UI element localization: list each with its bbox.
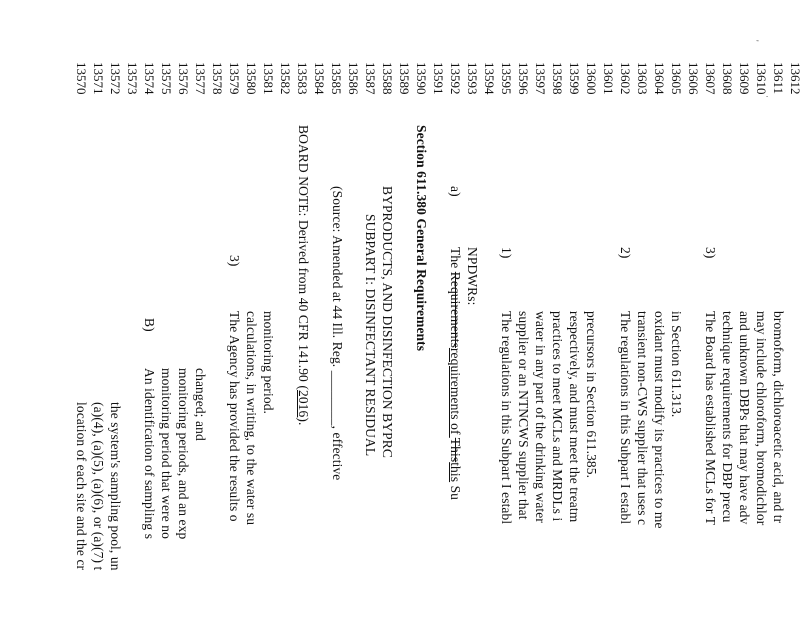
text-line: transient non-CWS supplier that uses c xyxy=(635,311,650,526)
line-number: 13610 xyxy=(754,62,769,95)
text-line: The Agency has provided the results o xyxy=(227,311,242,522)
line-number: 13581 xyxy=(261,62,276,95)
stray-mark: ' xyxy=(750,40,760,42)
line-number: 13584 xyxy=(312,62,327,95)
line-number: 13592 xyxy=(448,62,463,95)
line-number: 13594 xyxy=(482,62,497,95)
source-blank: ________ xyxy=(330,370,345,426)
source-note xyxy=(331,186,345,480)
text-line xyxy=(449,247,463,500)
list-label: 3) xyxy=(703,247,718,259)
inserted-text: this xyxy=(448,462,463,483)
line-number: 13600 xyxy=(584,62,599,95)
source-effective: , effective xyxy=(330,425,345,481)
text-line: the system's sampling pool, un xyxy=(108,402,123,571)
text-line: technique requirements for DBP precu xyxy=(720,311,735,523)
text-line: (a)(4), (a)(5), (a)(6), or (a)(7) t xyxy=(91,402,106,571)
section-heading xyxy=(415,125,429,351)
text-line: The regulations in this Subpart I establ xyxy=(499,311,514,525)
text-line: practices to meet MCLs and MRDLs i xyxy=(550,311,565,522)
inserted-text: requirements of xyxy=(448,347,463,438)
line-number: 13583 xyxy=(295,62,310,95)
text-line: The regulations in this Subpart I establ xyxy=(618,311,633,525)
line-number: 13585 xyxy=(329,62,344,95)
text-line: calculations, in writing, to the water su xyxy=(244,311,259,526)
section-number: Section 611.380 xyxy=(414,125,429,216)
board-note-text: BOARD NOTE: Derived from 40 CFR 141.90 ( xyxy=(296,125,311,390)
list-label: a) xyxy=(448,186,463,197)
line-number: 13612 xyxy=(788,62,803,95)
subpart-heading: SUBPART I: DISINFECTANT RESIDUAL xyxy=(363,214,378,457)
line-number: 13574 xyxy=(142,62,157,95)
line-number: 13609 xyxy=(737,62,752,95)
list-label: B) xyxy=(142,318,157,332)
line-number: 13596 xyxy=(516,62,531,95)
text-line: changed; and xyxy=(193,368,208,441)
line-number: 13586 xyxy=(346,62,361,95)
text-line: monitoring period. xyxy=(261,311,276,415)
line-number: 13606 xyxy=(686,62,701,95)
line-number: 13599 xyxy=(567,62,582,95)
board-note xyxy=(297,125,311,425)
line-number: 13607 xyxy=(703,62,718,95)
line-number: 13582 xyxy=(278,62,293,95)
line-number: 13603 xyxy=(635,62,650,95)
line-number: 13573 xyxy=(125,62,140,95)
line-number: 13591 xyxy=(431,62,446,95)
board-note-year: 2016 xyxy=(296,389,311,418)
line-number: 13595 xyxy=(499,62,514,95)
line-number: 13611 xyxy=(771,62,786,95)
text-line: respectively, and must meet the treatm xyxy=(567,311,582,523)
text-line: and unknown DBPs that may have adv xyxy=(737,311,752,525)
line-number: 13572 xyxy=(108,62,123,95)
line-number: 13605 xyxy=(669,62,684,95)
line-number: 13580 xyxy=(244,62,259,95)
stray-mark: · xyxy=(762,95,772,98)
line-number: 13597 xyxy=(533,62,548,95)
text-line: location of each site and the cr xyxy=(74,402,89,571)
line-number: 13577 xyxy=(193,62,208,95)
text-line: oxidant must modify its practices to me xyxy=(652,311,667,529)
line-number: 13575 xyxy=(159,62,174,95)
text-line: An identification of sampling s xyxy=(142,368,157,540)
line-number: 13604 xyxy=(652,62,667,95)
line-number: 13570 xyxy=(74,62,89,95)
deleted-text: Requirements xyxy=(448,271,463,348)
text-line: monitoring periods, and an exp xyxy=(176,368,191,540)
line-number: 13602 xyxy=(618,62,633,95)
line-number: 13587 xyxy=(363,62,378,95)
text-line: supplier or an NTNCWS supplier that xyxy=(516,311,531,520)
line-number: 13578 xyxy=(210,62,225,95)
subpart-heading: BYPRODUCTS, AND DISINFECTION BYPRC xyxy=(380,186,395,458)
span-tail: Su xyxy=(448,482,463,501)
section-title: General Requirements xyxy=(414,215,429,352)
line-number: 13589 xyxy=(397,62,412,95)
text-line: monitoring period that were no xyxy=(159,368,174,539)
line-number: 13601 xyxy=(601,62,616,95)
text-line: precursors in Section 611.385. xyxy=(584,311,599,479)
line-number: 13588 xyxy=(380,62,395,95)
text-line: bromoform, dichloroacetic acid, and tr xyxy=(771,311,786,524)
line-number: 13598 xyxy=(550,62,565,95)
line-number: 13579 xyxy=(227,62,242,95)
text-line: The Board has established MCLs for T xyxy=(703,311,718,526)
line-number: 13590 xyxy=(414,62,429,95)
text-line: NPDWRs: xyxy=(465,247,480,306)
list-label: 2) xyxy=(618,247,633,259)
span-the: The xyxy=(448,247,463,272)
board-note-end: ). xyxy=(296,417,311,426)
list-label: 1) xyxy=(499,247,514,259)
line-number: 13571 xyxy=(91,62,106,95)
line-number: 13576 xyxy=(176,62,191,95)
line-number: 13608 xyxy=(720,62,735,95)
text-line: water in any part of the drinking water xyxy=(533,311,548,523)
deleted-text: This xyxy=(448,437,463,463)
list-label: 3) xyxy=(227,255,242,267)
line-number: 13593 xyxy=(465,62,480,95)
text-line: may include chloroform, bromodichlor xyxy=(754,311,769,526)
text-line: in Section 611.313. xyxy=(669,311,684,418)
source-text: (Source: Amended at 44 Ill. Reg. xyxy=(330,186,345,371)
